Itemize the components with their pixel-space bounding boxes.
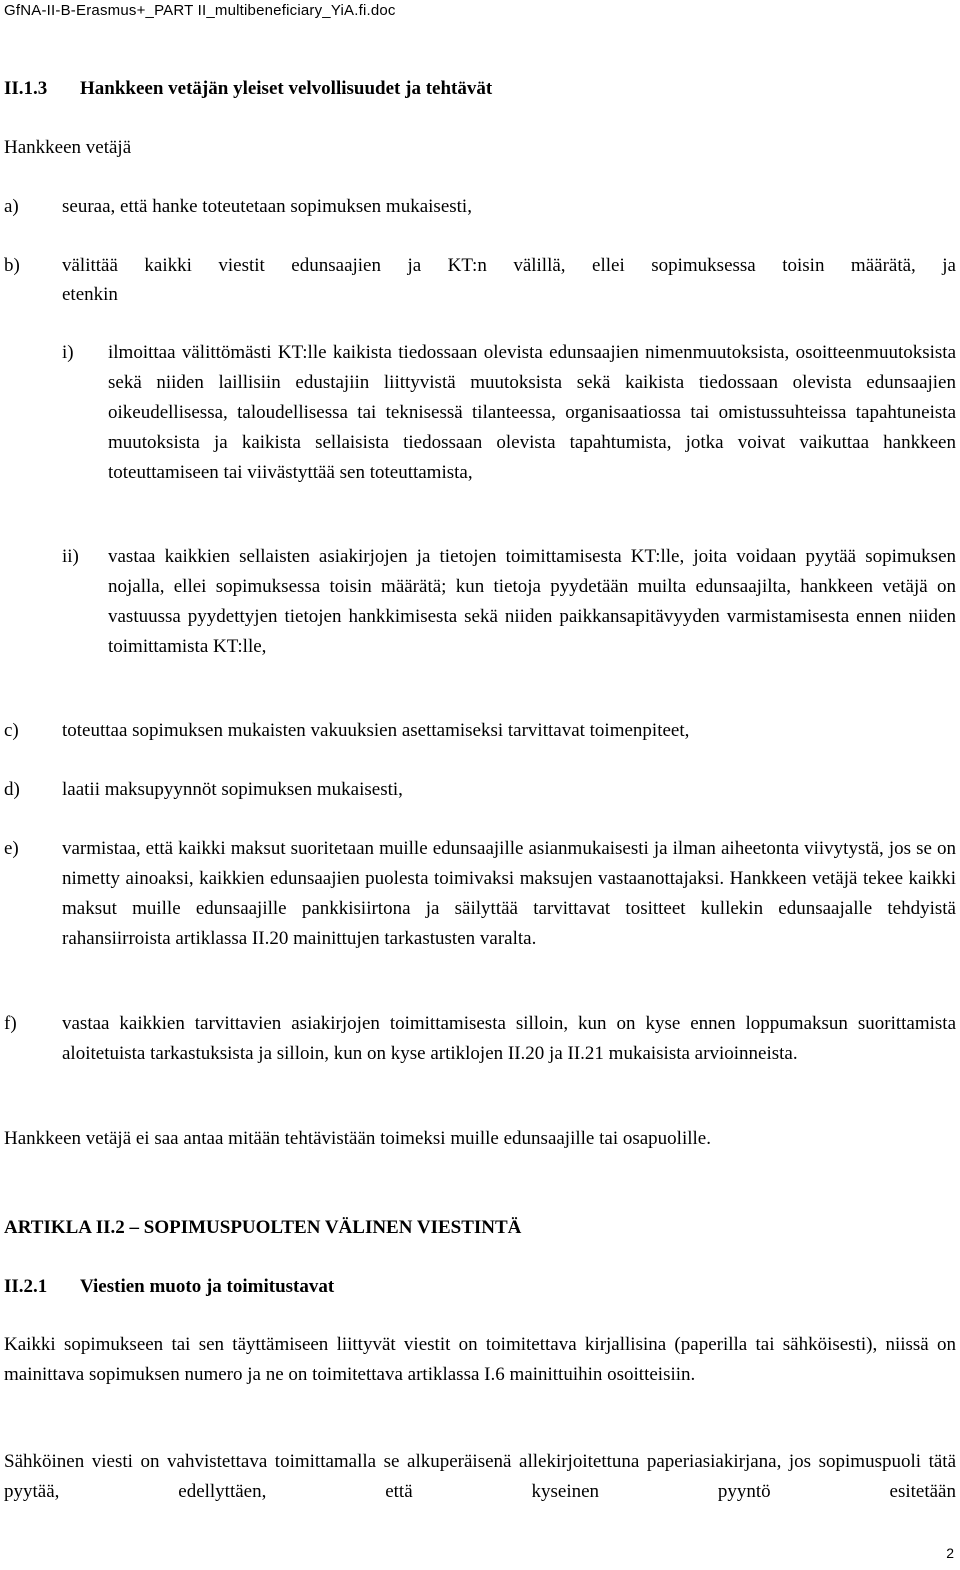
list-marker-d: d) (4, 779, 20, 800)
list-marker-f: f) (4, 1013, 17, 1034)
list-marker-b: b) (4, 255, 20, 276)
list-item-d: laatii maksupyynnöt sopimuksen mukaisesti, (62, 779, 403, 800)
subsection-paragraph-1: Kaikki sopimukseen tai sen täyttämiseen liittyvät viestit on toimitettava kirjallisina (paperilla tai sähköisesti), niissä on mainittava sopimuksen numero ja ne on toimitettava artiklassa I.6 mainittuihin osoitteisiin. (4, 1334, 956, 1385)
list-item-a: seuraa, että hanke toteutetaan sopimuksen mukaisesti, (62, 196, 472, 217)
section-title: Hankkeen vetäjän yleiset velvollisuudet ja tehtävät (80, 78, 493, 99)
list-item-f: vastaa kaikkien tarvittavien asiakirjojen toimittamisesta silloin, kun on kyse ennen loppumaksun suorittamista aloitetuista tarkastuksista ja silloin, kun on kyse artiklojen II.20 ja II.21 mukaisista arvioinneista. (62, 1013, 956, 1064)
sublist-marker-i: i) (62, 342, 74, 363)
subsection-paragraph-2: Sähköinen viesti on vahvistettava toimittamalla se alkuperäisenä allekirjoitettuna paperiasiakirjana, jos sopimuspuoli tätä pyytää, edellyttäen, että kyseinen pyyntö esitetään (4, 1451, 956, 1502)
list-item-e: varmistaa, että kaikki maksut suoritetaan muille edunsaajille asianmukaisesti ja ilman aiheetonta viivytystä, jos se on nimetty ainoaksi, kaikkien edunsaajien puolesta toimivaksi maksujen vastaanottajaksi. Hankkeen vetäjä tekee kaikki maksut muille edunsaajille pankkisiirtona ja säilyttää tarvittavat tositteet kullekin edunsaajalle tehdyistä rahansiirroista artiklassa II.20 mainittujen tarkastusten varalta. (62, 838, 956, 949)
list-marker-e: e) (4, 838, 19, 859)
list-item-b: välittää kaikki viestit edunsaajien ja KT:n välillä, ellei sopimuksessa toisin määrätä, ja (62, 255, 956, 276)
subsection-title: Viestien muoto ja toimitustavat (80, 1276, 335, 1297)
sublist-marker-ii: ii) (62, 546, 79, 567)
list-item-c: toteuttaa sopimuksen mukaisten vakuuksien asettamiseksi tarvittavat toimenpiteet, (62, 720, 690, 741)
page-number: 2 (946, 1545, 954, 1561)
document-filename: GfNA-II-B-Erasmus+_PART II_multibeneficiary_YiA.fi.doc (4, 2, 396, 19)
section-number: II.1.3 (4, 78, 48, 99)
article-title: ARTIKLA II.2 – SOPIMUSPUOLTEN VÄLINEN VIESTINTÄ (4, 1217, 522, 1238)
list-marker-c: c) (4, 720, 19, 741)
section-closing: Hankkeen vetäjä ei saa antaa mitään tehtävistään toimeksi muille edunsaajille tai osapuolille. (4, 1128, 711, 1149)
sublist-item-i: ilmoittaa välittömästi KT:lle kaikista tiedossaan olevista edunsaajien nimenmuutoksista, osoitteenmuutoksista sekä niiden laillisiin edustajiin liittyvistä muutoksista sekä kaikista tiedossaan olevista edunsaajien oikeudellisessa, taloudellisessa tai teknisessä tilanteessa, organisaatiossa tai omistussuhteissa tapahtuneista muutoksista ja kaikista sellaisista tiedossaan olevista tapahtumista, jotka voivat vaikuttaa hankkeen toteuttamiseen tai viivästyttää sen toteuttamista, (108, 342, 956, 483)
list-item-b-continuation: etenkin (62, 284, 118, 305)
section-intro: Hankkeen vetäjä (4, 137, 132, 158)
sublist-item-ii: vastaa kaikkien sellaisten asiakirjojen ja tietojen toimittamisesta KT:lle, joita voidaan pyytää sopimuksen nojalla, ellei sopimuksessa toisin määrätä; kun tietoja pyydetään muilta edunsaajilta, hankkeen vetäjä on vastuussa pyydettyjen tietojen hankkimisesta sekä niiden paikkansapitävyyden varmistamisesta ennen niiden toimittamista KT:lle, (108, 546, 956, 657)
list-marker-a: a) (4, 196, 19, 217)
subsection-number: II.2.1 (4, 1276, 48, 1297)
